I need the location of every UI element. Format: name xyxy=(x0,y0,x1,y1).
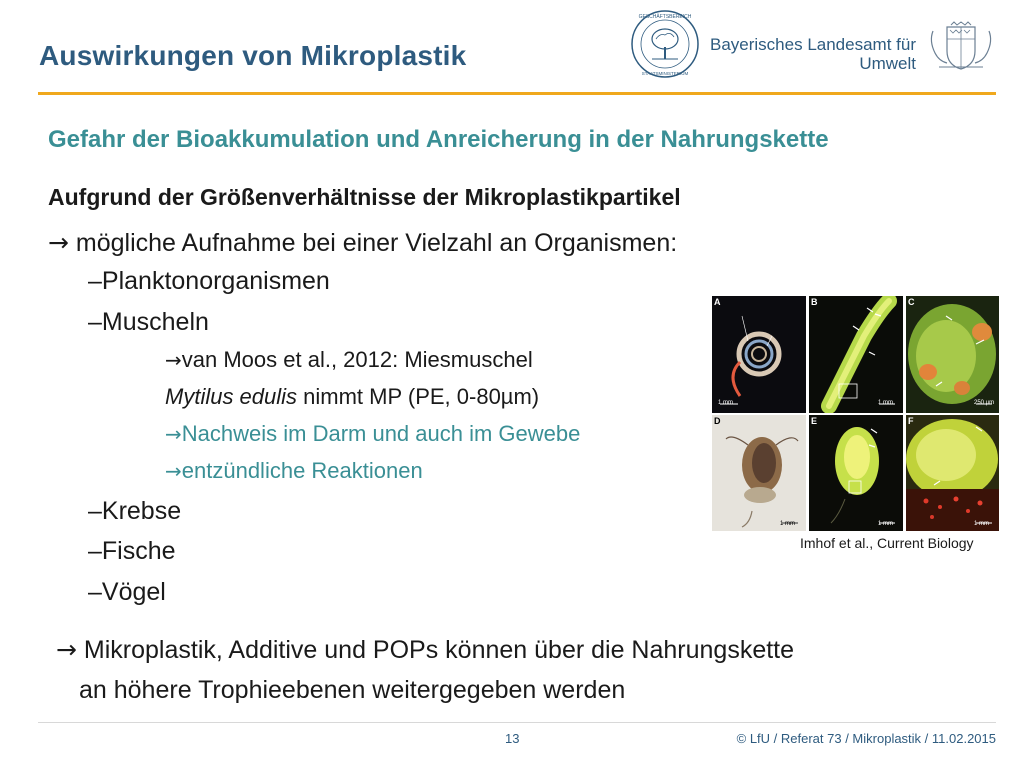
lead-statement: Aufgrund der Größenverhältnisse der Mikroplastikpartikel xyxy=(48,184,681,210)
sub-item-mytilus xyxy=(165,384,539,410)
panel-label: D xyxy=(714,416,721,426)
panel-c-image xyxy=(906,296,999,413)
list-item-voegel xyxy=(88,578,166,607)
panel-d-image xyxy=(712,415,806,531)
list-item-krebse-label: Krebse xyxy=(101,497,182,525)
arrow-icon: → xyxy=(165,348,182,372)
slide-title: Auswirkungen von Mikroplastik xyxy=(39,40,467,71)
sub-item-nachweis-text: Nachweis im Darm und auch im Gewebe xyxy=(181,421,581,446)
svg-text:STAATSMINISTERIUM: STAATSMINISTERIUM xyxy=(641,71,689,76)
microscopy-figure xyxy=(712,296,999,531)
scale-label: 250 µm xyxy=(974,400,995,406)
dash-bullet: – xyxy=(88,308,102,336)
dash-bullet: – xyxy=(88,497,102,525)
panel-a-image xyxy=(712,296,806,413)
conclusion-line-1-text: Mikroplastik, Additive und POPs können über die Nahrungskette xyxy=(83,636,795,664)
list-item-fische-label: Fische xyxy=(101,537,176,565)
panel-e-image xyxy=(809,415,903,531)
conclusion-line-1 xyxy=(56,635,794,665)
dash-bullet: – xyxy=(88,578,102,606)
arrow-icon: → xyxy=(48,228,69,257)
panel-f-image xyxy=(906,415,999,531)
sub-item-van-moos-text: van Moos et al., 2012: Miesmuschel xyxy=(181,347,533,372)
dash-bullet: – xyxy=(88,537,102,565)
organization-name-line2: Umwelt xyxy=(859,54,916,73)
sub-item-nachweis xyxy=(165,421,580,447)
panel-label: A xyxy=(714,297,721,307)
organization-name xyxy=(710,35,916,73)
scale-label: 1 mm xyxy=(780,521,795,527)
bullet-uptake xyxy=(48,228,677,258)
panel-label: C xyxy=(908,297,915,307)
list-item-voegel-label: Vögel xyxy=(101,578,166,606)
list-item-krebse xyxy=(88,497,181,526)
organization-name-line1: Bayerisches Landesamt für xyxy=(710,35,916,54)
species-name: Mytilus edulis xyxy=(165,384,298,409)
conclusion-line-2: an höhere Trophieebenen weitergegeben werden xyxy=(79,676,626,704)
bullet-uptake-text: mögliche Aufnahme bei einer Vielzahl an Organismen: xyxy=(75,229,678,257)
svg-text:GESCHÄFTSBEREICH: GESCHÄFTSBEREICH xyxy=(638,14,692,20)
panel-label: E xyxy=(811,416,818,426)
list-item-plankton xyxy=(88,267,330,296)
sub-item-van-moos xyxy=(165,347,533,373)
sub-item-inflammation-text: entzündliche Reaktionen xyxy=(181,458,423,483)
scale-label: 1 mm xyxy=(718,400,733,406)
sub-item-mytilus-text: nimmt MP (PE, 0-80µm) xyxy=(297,384,540,409)
slide-subtitle: Gefahr der Bioakkumulation und Anreicherung in der Nahrungskette xyxy=(48,126,829,153)
panel-label: B xyxy=(811,297,818,307)
dash-bullet: – xyxy=(88,267,102,295)
footer-divider xyxy=(38,722,996,723)
arrow-icon: → xyxy=(56,635,77,664)
scale-label: 1 mm xyxy=(878,521,893,527)
page-number: 13 xyxy=(505,731,520,746)
panel-b-image xyxy=(809,296,903,413)
list-item-muscheln xyxy=(88,308,209,337)
header-divider xyxy=(38,92,996,95)
scale-label: 1 mm xyxy=(878,400,893,406)
panel-label: F xyxy=(908,416,914,426)
figure-credit: Imhof et al., Current Biology xyxy=(800,535,974,551)
list-item-muscheln-label: Muscheln xyxy=(101,308,209,336)
list-item-fische xyxy=(88,537,176,566)
arrow-icon: → xyxy=(165,422,182,446)
scale-label: 1 mm xyxy=(974,521,989,527)
sub-item-inflammation xyxy=(165,458,423,484)
footer-copyright: © LfU / Referat 73 / Mikroplastik / 11.02.2015 xyxy=(736,731,996,746)
list-item-plankton-label: Planktonorganismen xyxy=(101,267,330,295)
bavarian-crest-logo xyxy=(925,21,997,73)
ministry-seal-logo xyxy=(630,9,700,79)
arrow-icon: → xyxy=(165,459,182,483)
